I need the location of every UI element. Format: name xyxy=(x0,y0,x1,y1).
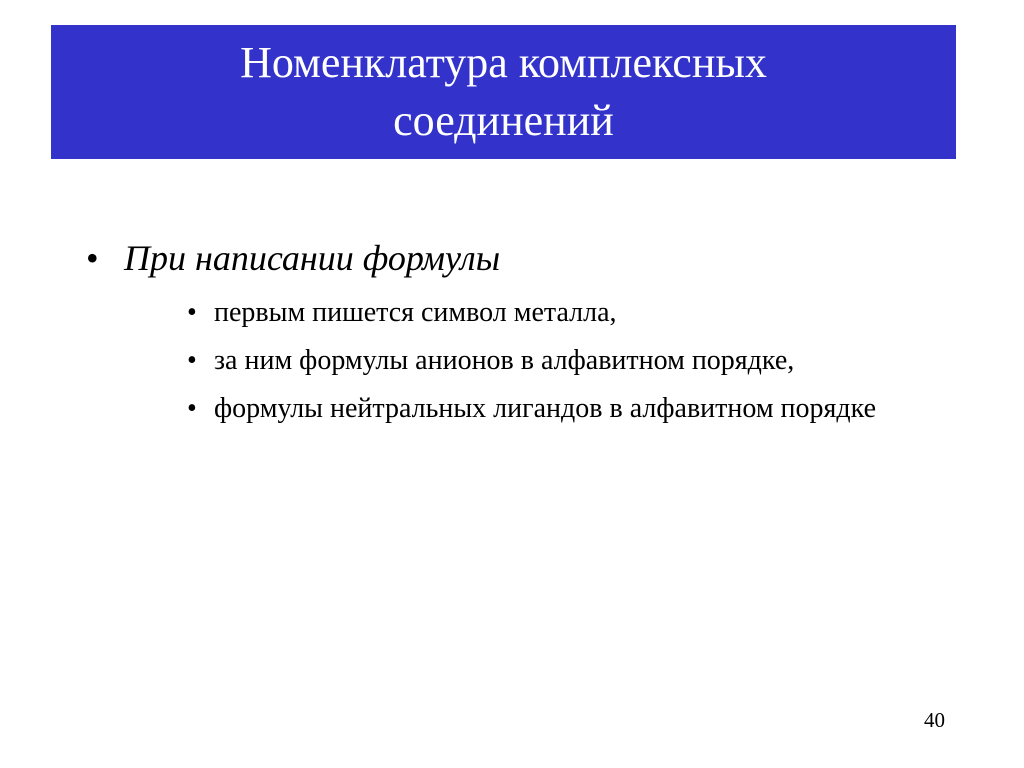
main-bullet-text: При написании формулы xyxy=(124,238,501,278)
sub-bullet-text: за ним формулы анионов в алфавитном порядке, xyxy=(214,345,795,376)
sub-bullet-text: первым пишется символ металла, xyxy=(214,297,617,328)
bullet-glyph: • xyxy=(187,393,197,424)
slide-title-line-1: Номенклатура комплексных xyxy=(240,38,767,87)
slide-title xyxy=(51,34,956,150)
title-bar xyxy=(51,25,956,159)
sub-bullet-item xyxy=(187,342,947,380)
sub-bullet-item xyxy=(187,390,947,428)
bullet-glyph: • xyxy=(187,297,197,328)
main-bullet-item xyxy=(86,228,966,288)
sub-bullet-text: формулы нейтральных лигандов в алфавитном порядке xyxy=(214,393,876,424)
sub-bullet-item xyxy=(187,294,947,332)
slide-number: 40 xyxy=(924,708,945,732)
slide-title-line-2: соединений xyxy=(393,96,614,145)
slide-content xyxy=(86,228,966,424)
bullet-glyph: • xyxy=(86,238,99,278)
bullet-glyph: • xyxy=(187,345,197,376)
sub-bullet-list xyxy=(187,294,947,438)
